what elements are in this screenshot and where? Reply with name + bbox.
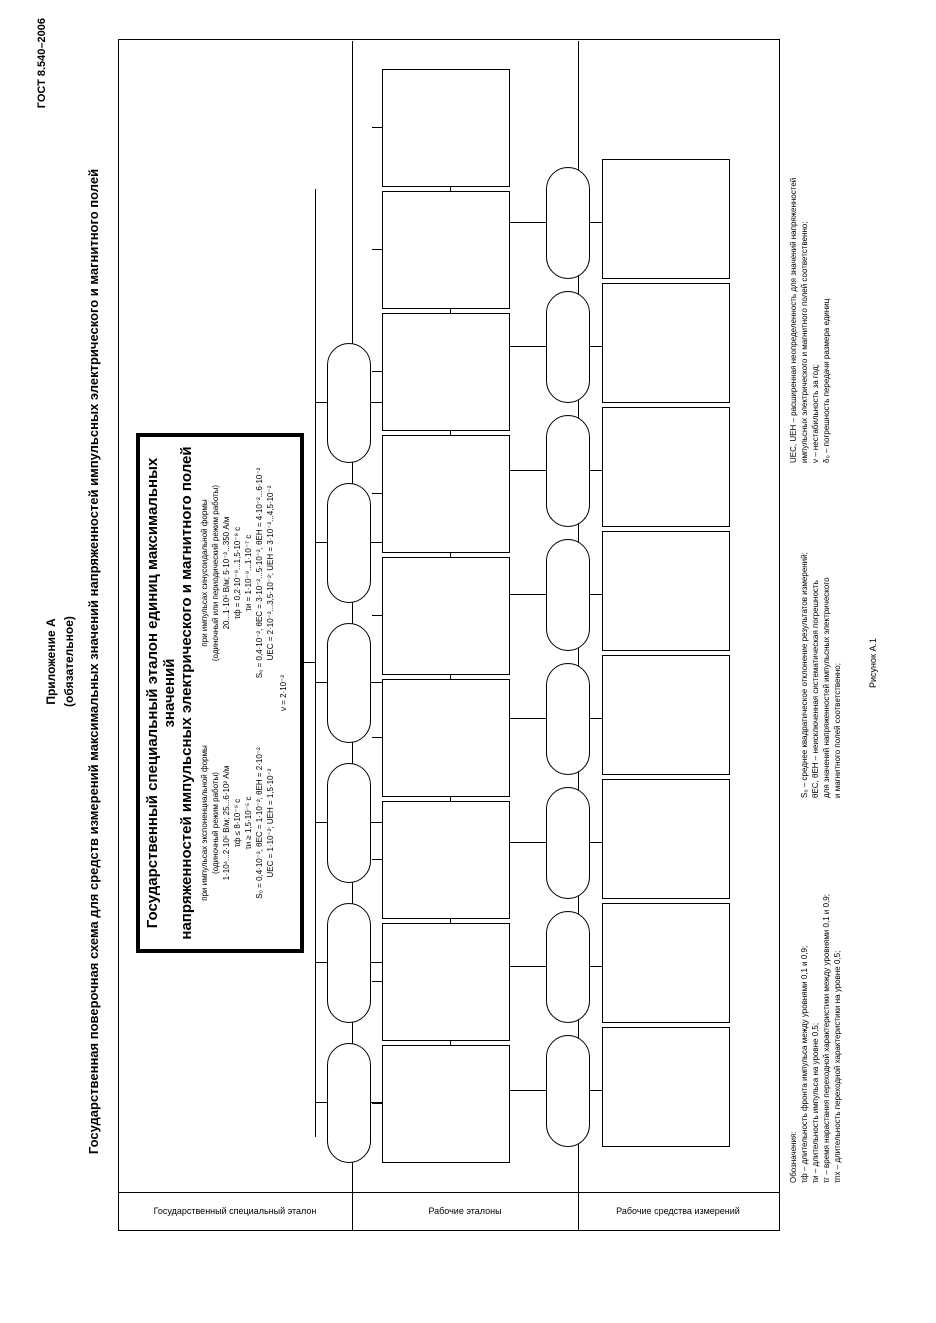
working-instrument-7 xyxy=(602,283,730,403)
connector xyxy=(372,615,382,616)
method-top-5 xyxy=(327,483,371,603)
std-left-line: 1·10⁴...2·10⁵ В/м; 25...6·10² А/м xyxy=(222,765,231,881)
connector xyxy=(590,966,602,967)
legend-line: τи – длительность импульса на уровне 0,5; xyxy=(811,1022,820,1183)
connector xyxy=(372,1103,382,1104)
legend-middle xyxy=(799,468,843,798)
method-bottom-2 xyxy=(546,911,590,1023)
connector xyxy=(315,402,327,403)
working-instrument-4 xyxy=(602,655,730,775)
appendix-note: (обязательное) xyxy=(62,616,76,707)
connector xyxy=(510,346,546,347)
working-instrument-6 xyxy=(602,407,730,527)
working-instrument-3 xyxy=(602,779,730,899)
legend-line: θЕС, θЕН – неисключенная систематическая погрешность xyxy=(811,580,820,798)
working-standard-3 xyxy=(382,801,510,919)
std-left-line: при импульсах экспоненциальной формы xyxy=(200,745,209,901)
method-top-4 xyxy=(327,623,371,743)
state-special-standard xyxy=(136,433,304,953)
connector xyxy=(590,346,602,347)
std-right-line: S₀ = 0,4·10⁻², θЕС = 3·10⁻²...5·10⁻², θЕН = 4·10⁻²...6·10⁻² xyxy=(255,467,264,679)
connector xyxy=(510,594,546,595)
working-standard-1 xyxy=(382,1045,510,1163)
connector xyxy=(590,842,602,843)
connector xyxy=(372,249,382,250)
connector xyxy=(590,222,602,223)
std-left-line: UЕС = 1·10⁻²; UЕН = 1,5·10⁻² xyxy=(266,768,275,878)
connector xyxy=(315,822,327,823)
working-standard-7 xyxy=(382,313,510,431)
working-instrument-8 xyxy=(602,159,730,279)
std-right-line: (одиночный или периодический режим работы) xyxy=(211,484,220,662)
std-right-line: 20...1·10⁵ В/м; 5·10⁻²...350 А/м xyxy=(222,516,231,630)
std-left-line: τи ≥ 1,5·10⁻⁵ с xyxy=(244,796,253,850)
row-label-3: Рабочие средства измерений xyxy=(616,1206,740,1216)
legend-left xyxy=(788,803,843,1183)
method-bottom-1 xyxy=(546,1035,590,1147)
legend-line: для значений напряженностей импульсных электрического xyxy=(822,577,831,798)
working-standard-9 xyxy=(382,69,510,187)
appendix-heading: Приложение А xyxy=(44,618,58,705)
method-top-1 xyxy=(327,1043,371,1163)
working-instrument-2 xyxy=(602,903,730,1023)
std-left-line: (одиночный режим работы) xyxy=(211,772,220,874)
method-top-3 xyxy=(327,763,371,883)
connector xyxy=(372,981,382,982)
std-right-line: при импульсах синусоидальной формы xyxy=(200,499,209,647)
method-bottom-3 xyxy=(546,787,590,899)
working-standard-8 xyxy=(382,191,510,309)
working-standard-2 xyxy=(382,923,510,1041)
method-top-6 xyxy=(327,343,371,463)
connector xyxy=(510,718,546,719)
working-instrument-5 xyxy=(602,531,730,651)
standard-instability: ν = 2·10⁻² xyxy=(279,675,288,712)
method-bottom-7 xyxy=(546,291,590,403)
connector xyxy=(510,222,546,223)
std-right-line: τи = 1·10⁻⁹...1·10⁻⁷ с xyxy=(244,534,253,612)
legend-line: τг – время нарастания переходной характеристики между уровнями 0,1 и 0,9; xyxy=(822,894,831,1183)
std-right-line: τф = 0,2·10⁻⁹...1,5·10⁻⁸ с xyxy=(233,526,242,620)
connector xyxy=(315,1102,327,1103)
document-code: ГОСТ 8.540–2006 xyxy=(36,18,48,109)
legend-line: δ₀ – погрешность передачи размера единиц xyxy=(822,298,831,463)
std-right-line: UЕС = 2·10⁻²...3,5·10⁻²; UЕН = 3·10⁻²...4,5·10⁻² xyxy=(266,485,275,661)
top-bus-line xyxy=(315,189,316,1137)
std-left-line: τф ≤ 8·10⁻⁹ с xyxy=(233,798,242,848)
row-label-2: Рабочие эталоны xyxy=(428,1206,502,1216)
legend-line: τф – длительность фронта импульса между уровнями 0,1 и 0,9; xyxy=(800,945,809,1183)
legend-line: τпх – длительность переходной характеристики на уровне 0,5; xyxy=(833,950,842,1183)
connector xyxy=(372,737,382,738)
standard-sinusoidal-params xyxy=(199,443,276,703)
connector xyxy=(372,493,382,494)
method-bottom-4 xyxy=(546,663,590,775)
connector xyxy=(590,470,602,471)
connector xyxy=(315,962,327,963)
connector xyxy=(590,594,602,595)
connector xyxy=(315,682,327,683)
connector xyxy=(510,966,546,967)
legend-line: UЕС, UЕН – расширенная неопределенность для значений напряженностей xyxy=(789,177,798,463)
figure-caption: Рисунок А.1 xyxy=(868,638,878,688)
connector xyxy=(372,127,382,128)
connector xyxy=(372,371,382,372)
working-standard-5 xyxy=(382,557,510,675)
connector xyxy=(510,842,546,843)
method-bottom-8 xyxy=(546,167,590,279)
legend-right xyxy=(788,43,832,463)
method-top-2 xyxy=(327,903,371,1023)
std-left-line: S₀ = 0,4·10⁻², θЕС = 1·10⁻², θЕН = 2·10⁻² xyxy=(255,747,264,899)
legend-line: ν – нестабильность за год; xyxy=(811,364,820,463)
connector xyxy=(372,859,382,860)
legend-line: S₀ – среднее квадратическое отклонение результатов измерений; xyxy=(800,552,809,798)
legend-line: и магнитного полей соответственно; xyxy=(833,663,842,798)
connector xyxy=(315,542,327,543)
connector xyxy=(510,1090,546,1091)
standard-heading-2: напряженностей импульсных электрического и магнитного полей xyxy=(178,446,195,940)
working-standard-6 xyxy=(382,435,510,553)
legend-line: импульсных электрического и магнитного полей соответственно; xyxy=(800,221,809,463)
standard-exponential-params xyxy=(199,703,276,943)
row-label-1: Государственный специальный эталон xyxy=(153,1206,317,1216)
connector xyxy=(590,1090,602,1091)
working-standard-4 xyxy=(382,679,510,797)
connector xyxy=(510,470,546,471)
page-title: Государственная поверочная схема для средств измерений максимальных значений напряженностей импульсных электрического и магнитного полей xyxy=(86,168,101,1155)
standard-heading-1: Государственный специальный эталон единиц максимальных значений xyxy=(144,457,178,929)
method-bottom-6 xyxy=(546,415,590,527)
method-bottom-5 xyxy=(546,539,590,651)
connector xyxy=(590,718,602,719)
working-instrument-1 xyxy=(602,1027,730,1147)
legend-title: Обозначения: xyxy=(789,1131,798,1183)
